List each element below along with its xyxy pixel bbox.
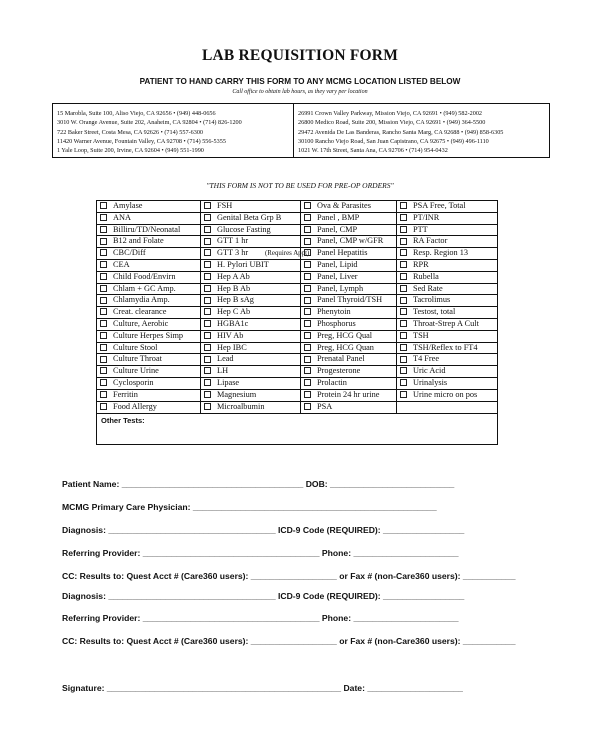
test-option[interactable] [397,284,497,296]
test-checkbox[interactable] [304,261,311,268]
test-label: RPR [413,260,429,269]
test-checkbox[interactable] [400,261,407,268]
test-label: Testost, total [413,307,456,317]
test-label: Uric Acid [413,366,446,376]
test-option[interactable] [97,272,201,284]
location-line: 1021 W. 17th Street, Santa Ana, CA 92706 • (714) 954-0432 [298,147,448,155]
test-checkbox[interactable] [204,391,211,398]
test-label: HGBA1c [217,319,249,328]
test-label: Chlam + GC Amp. [113,283,176,293]
test-option[interactable] [301,319,397,331]
test-option[interactable] [301,225,397,237]
test-checkbox[interactable] [100,403,107,410]
test-option[interactable] [301,402,397,414]
test-checkbox[interactable] [304,202,311,209]
test-option[interactable] [397,201,497,213]
test-label: Creat. clearance [113,307,167,317]
test-label: Hep B sAg [217,295,254,305]
test-option[interactable] [201,319,301,331]
pre-op-warning: "THIS FORM IS NOT TO BE USED FOR PRE-OP ORDERS" [206,181,394,190]
test-checkbox[interactable] [204,379,211,386]
test-checklist-grid [96,200,498,414]
test-option[interactable] [397,260,497,272]
test-checkbox[interactable] [400,367,407,374]
test-label: Resp. Region 13 [413,248,469,258]
test-label: Preg, HCG Quan [317,342,374,352]
test-checkbox[interactable] [400,226,407,233]
test-label: Panel, CMP w/GFR [317,236,384,246]
test-checkbox[interactable] [204,214,211,221]
test-option[interactable] [397,272,497,284]
test-checkbox[interactable] [100,214,107,221]
test-checkbox[interactable] [100,249,107,256]
test-checkbox[interactable] [400,320,407,327]
test-option[interactable] [301,248,397,260]
test-label: Billiru/TD/Neonatal [113,224,181,234]
test-label: Amylase [113,201,143,210]
test-option[interactable] [201,295,301,307]
test-label: Progesterone [317,366,361,376]
test-option[interactable] [201,366,301,378]
test-option[interactable] [397,331,497,343]
referring-provider-phone-line[interactable]: Referring Provider: _____________________________________ Phone: ______________________ [62,548,459,558]
test-checkbox[interactable] [400,202,407,209]
test-option[interactable] [201,236,301,248]
test-label: Chlamydia Amp. [113,295,170,305]
test-option[interactable] [97,225,201,237]
test-label: B12 and Folate [113,236,164,246]
test-option[interactable] [301,260,397,272]
test-label: Culture Herpes Simp [113,330,184,340]
test-option[interactable] [201,390,301,402]
test-label: Cyclosporin [113,378,154,387]
test-label: Panel Hepatitis [317,248,368,258]
test-option[interactable] [201,284,301,296]
test-label: LH [217,366,229,376]
test-option[interactable] [201,272,301,284]
test-option[interactable] [97,284,201,296]
test-checkbox[interactable] [100,391,107,398]
test-checkbox[interactable] [100,297,107,304]
test-option[interactable] [301,295,397,307]
test-option[interactable] [201,378,301,390]
test-checkbox[interactable] [204,226,211,233]
test-checkbox[interactable] [204,308,211,315]
test-label: Glucose Fasting [217,224,271,234]
test-option[interactable] [397,213,497,225]
test-checkbox[interactable] [304,273,311,280]
test-label: Food Allergy [113,401,157,411]
test-label: CBC/Diff [113,248,146,258]
test-checkbox[interactable] [204,273,211,280]
test-checkbox[interactable] [400,356,407,363]
test-label: Culture Stool [113,342,158,352]
test-checkbox[interactable] [100,226,107,233]
test-label: GTT 3 hr [217,248,249,258]
test-option[interactable] [397,225,497,237]
test-label: T4 Free [413,354,440,364]
test-label: PT/INR [413,212,440,222]
location-line: 26991 Crown Valley Parkway, Mission Viejo, CA 92691 • (949) 582-2002 [298,110,483,117]
location-line: 29472 Avenida De Las Banderas, Rancho Santa Marg, CA 92688 • (949) 858-6305 [298,128,504,136]
test-label: GTT 1 hr [217,236,249,246]
test-checkbox[interactable] [204,202,211,209]
primary-care-physician-line[interactable]: MCMG Primary Care Physician: ___________________________________________________ [62,502,437,512]
test-option[interactable] [397,295,497,307]
test-label: Prenatal Panel [317,354,365,364]
test-label: Lead [217,354,234,364]
test-label: Genital Beta Grp B [217,212,282,222]
test-option[interactable] [201,225,301,237]
test-checkbox[interactable] [400,332,407,339]
other-tests-box[interactable] [96,414,498,445]
test-option[interactable] [201,307,301,319]
test-label: TSH [413,330,429,340]
test-checkbox[interactable] [204,367,211,374]
test-option[interactable] [97,236,201,248]
location-line: 26800 Medico Road, Suite 200, Mission Viejo, CA 92691 • (949) 364-5500 [298,119,486,127]
test-option[interactable] [201,343,301,355]
test-label: PSA [317,401,333,411]
test-label: Hep C Ab [217,307,251,317]
test-label: Phosphorus [317,319,356,328]
test-checkbox[interactable] [204,332,211,339]
test-checkbox[interactable] [304,332,311,339]
test-label: Prolactin [317,378,347,387]
test-option[interactable] [397,366,497,378]
test-option[interactable] [397,343,497,355]
test-label: Sed Rate [413,283,443,293]
test-checkbox[interactable] [100,356,107,363]
referring-provider-phone-line-2[interactable]: Referring Provider: _____________________________________ Phone: ______________________ [62,613,459,623]
locations-left-column [57,109,242,155]
diagnosis-icd9-line[interactable]: Diagnosis: ___________________________________ ICD-9 Code (REQUIRED): _________________ [62,525,465,535]
test-checkbox[interactable] [304,344,311,351]
test-option[interactable] [301,213,397,225]
test-checkbox[interactable] [100,379,107,386]
test-checkbox[interactable] [400,238,407,245]
test-option[interactable] [97,402,201,414]
test-option[interactable] [201,248,310,260]
test-checkbox[interactable] [204,356,211,363]
test-option[interactable] [397,307,497,319]
test-label: CEA [113,260,130,269]
test-option[interactable] [97,378,201,390]
test-label: Hep B Ab [217,283,251,293]
test-option[interactable] [301,331,397,343]
test-option[interactable] [97,213,201,225]
test-option[interactable] [397,319,497,331]
test-checkbox[interactable] [400,379,407,386]
test-label: Phenytoin [317,307,351,317]
test-label: Culture Urine [113,366,159,376]
test-checkbox[interactable] [204,261,211,268]
test-label: Microalbumin [217,401,265,411]
test-option[interactable] [97,390,201,402]
test-checkbox[interactable] [304,249,311,256]
test-option[interactable] [397,354,497,366]
test-checkbox[interactable] [400,308,407,315]
test-checkbox[interactable] [100,308,107,315]
location-line: 11420 Warner Avenue, Fountain Valley, CA 92708 • (714) 556-5355 [57,137,226,145]
test-label: Panel Thyroid/TSH [317,295,383,305]
test-label: Ferritin [113,389,138,399]
test-option[interactable] [301,307,397,319]
test-label: Child Food/Envirn [113,271,176,281]
signature-date-line[interactable]: Signature: _________________________________________________ Date: ____________________ [62,683,463,693]
test-checkbox[interactable] [204,249,211,256]
test-label: Preg, HCG Qual [317,330,373,340]
test-option[interactable] [301,272,397,284]
test-checkbox[interactable] [100,332,107,339]
test-checkbox[interactable] [304,297,311,304]
location-line: 15 Marobla, Suite 100, Aliso Viejo, CA 92656 • (949) 448-0656 [57,110,216,117]
test-checkbox[interactable] [400,344,407,351]
test-label: Culture, Aerobic [113,319,169,328]
test-label: Panel , BMP [317,212,360,222]
location-line: 3010 W. Orange Avenue, Suite 202, Anaheim, CA 92804 • (714) 826-1200 [57,119,242,127]
test-checkbox[interactable] [100,367,107,374]
form-title: LAB REQUISITION FORM [201,47,399,64]
test-option[interactable] [97,201,201,213]
test-checkbox[interactable] [304,308,311,315]
test-option[interactable] [301,284,397,296]
requires-appt-note: (Requires Appt) [265,250,310,258]
test-option[interactable] [97,343,201,355]
test-option[interactable] [97,260,201,272]
locations-right-column [298,109,503,155]
test-checkbox[interactable] [100,320,107,327]
test-checkbox[interactable] [100,261,107,268]
test-checkbox[interactable] [304,379,311,386]
test-label: H. Pylori UBIT [217,260,269,269]
test-checkbox[interactable] [400,214,407,221]
test-option[interactable] [397,378,497,390]
test-checkbox[interactable] [304,226,311,233]
test-label: Panel, CMP [317,224,358,234]
test-label: Tacrolimus [413,295,451,305]
test-label: Hep IBC [217,342,247,352]
test-label: ANA [113,212,131,222]
test-label: Culture Throat [113,354,162,364]
test-label: HIV Ab [217,330,244,340]
test-option[interactable] [201,354,301,366]
test-checkbox[interactable] [204,344,211,351]
test-checkbox[interactable] [304,320,311,327]
test-option[interactable] [97,331,201,343]
test-option[interactable] [301,236,397,248]
test-checkbox[interactable] [304,285,311,292]
test-checkbox[interactable] [400,297,407,304]
test-checkbox[interactable] [204,320,211,327]
test-option[interactable] [301,366,397,378]
test-label: Protein 24 hr urine [317,389,380,399]
test-option[interactable] [97,307,201,319]
test-option[interactable] [97,354,201,366]
cc-results-line[interactable]: CC: Results to: Quest Acct # (Care360 users): __________________ or Fax # (non-Care360 users): ___________ [62,571,516,581]
form-subtitle: PATIENT TO HAND CARRY THIS FORM TO ANY MCMG LOCATION LISTED BELOW [139,77,461,86]
test-checkbox[interactable] [304,403,311,410]
test-option[interactable] [201,331,301,343]
test-option[interactable] [97,319,201,331]
test-checkbox[interactable] [400,285,407,292]
cc-results-line-2[interactable]: CC: Results to: Quest Acct # (Care360 users): __________________ or Fax # (non-Care360 users): ___________ [62,636,516,646]
test-label: PTT [413,224,428,234]
test-checkbox[interactable] [204,285,211,292]
test-label: Urine micro on pos [413,389,478,399]
test-label: RA Factor [413,236,448,246]
test-checkbox[interactable] [100,285,107,292]
other-tests-label: Other Tests: [101,416,145,425]
test-label: TSH/Reflex to FT4 [413,342,478,352]
patient-name-dob-line[interactable]: Patient Name: ______________________________________ DOB: __________________________ [62,479,455,489]
test-checkbox[interactable] [400,391,407,398]
test-checkbox[interactable] [304,367,311,374]
test-checkbox[interactable] [304,238,311,245]
test-checkbox[interactable] [100,202,107,209]
test-label: Panel, Liver [317,271,358,281]
test-label: Lipase [217,378,240,387]
test-option[interactable] [397,390,497,402]
test-option[interactable] [301,378,397,390]
test-option[interactable] [201,201,301,213]
test-checkbox[interactable] [304,214,311,221]
test-checkbox[interactable] [400,249,407,256]
diagnosis-icd9-line-2[interactable]: Diagnosis: ___________________________________ ICD-9 Code (REQUIRED): _________________ [62,591,465,601]
test-checkbox[interactable] [100,238,107,245]
test-option[interactable] [397,236,497,248]
test-checkbox[interactable] [204,403,211,410]
test-option[interactable] [397,248,497,260]
test-option[interactable] [201,260,301,272]
test-option[interactable] [97,248,201,260]
locations-divider [293,104,294,157]
test-checkbox[interactable] [304,356,311,363]
test-option[interactable] [201,213,301,225]
test-label: PSA Free, Total [413,201,466,210]
test-label: Rubella [413,271,439,281]
test-checkbox[interactable] [204,297,211,304]
test-option[interactable] [201,402,301,414]
test-label: Panel, Lipid [317,260,358,269]
test-label: FSH [217,201,233,210]
test-checkbox[interactable] [304,391,311,398]
test-label: Throat-Strep A Cult [413,319,479,328]
location-line: 30100 Rancho Viejo Road, San Juan Capistrano, CA 92675 • (949) 496-1110 [298,137,489,145]
locations-box [52,103,550,158]
test-checkbox[interactable] [400,273,407,280]
test-label: Ova & Parasites [317,201,371,210]
test-label: Urinalysis [413,378,448,387]
test-option[interactable] [301,354,397,366]
test-label: Panel, Lymph [317,283,364,293]
test-option[interactable] [301,390,397,402]
lab-hours-note: Call office to obtain lab hours, as they vary per location [232,89,368,95]
test-option[interactable] [301,343,397,355]
test-option[interactable] [97,366,201,378]
test-checkbox[interactable] [100,344,107,351]
location-line: 1 Yale Loop, Suite 200, Irvine, CA 92604 • (949) 551-1990 [57,147,204,155]
test-label: Magnesium [217,389,257,399]
test-option[interactable] [301,201,397,213]
test-label: Hep A Ab [217,271,250,281]
test-option [397,402,497,414]
test-checkbox[interactable] [100,273,107,280]
test-checkbox[interactable] [204,238,211,245]
test-option[interactable] [97,295,201,307]
location-line: 722 Baker Street, Costa Mesa, CA 92626 • (714) 557-6300 [57,128,204,136]
